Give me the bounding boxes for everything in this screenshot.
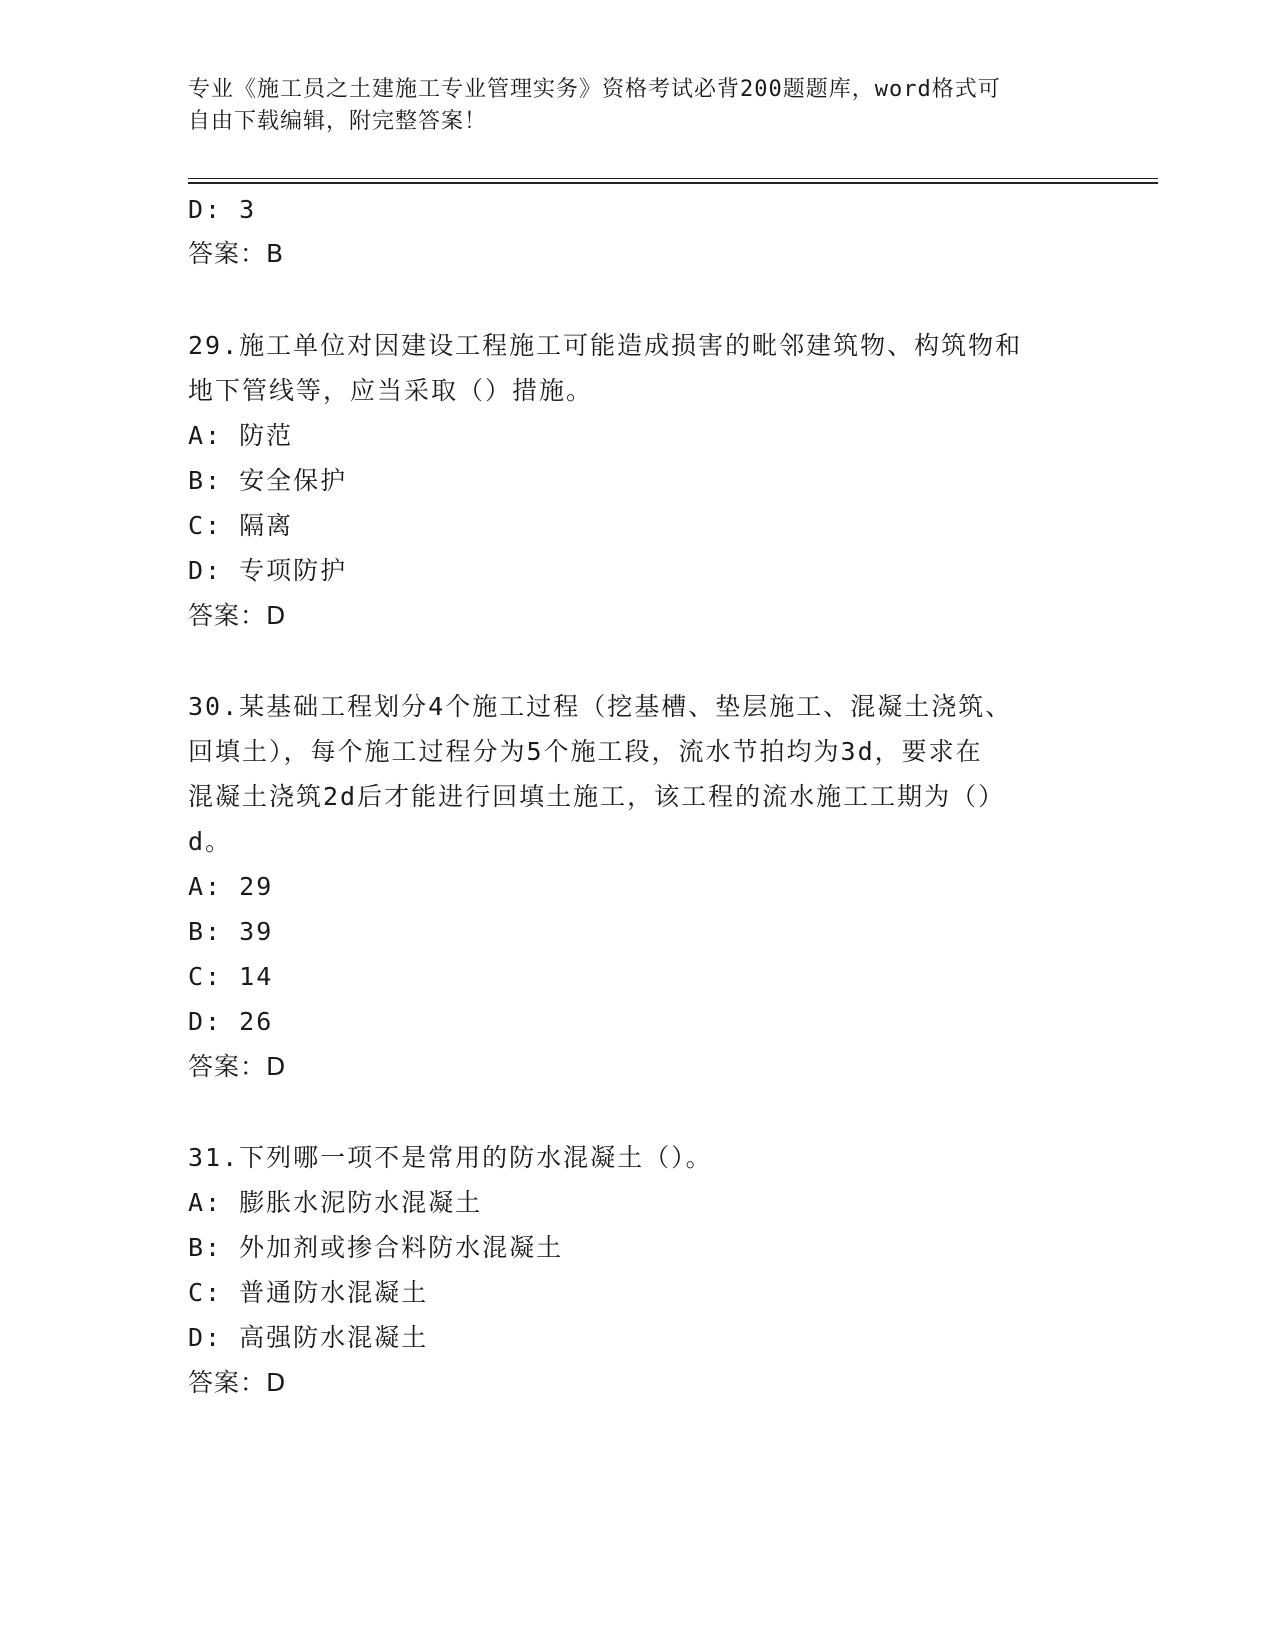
prev-option-d: D: 3 xyxy=(188,195,257,224)
q29-answer: 答案：D xyxy=(188,601,287,630)
q30-stem-line-1: 30.某基础工程划分4个施工过程（挖基槽、垫层施工、混凝土浇筑、 xyxy=(188,692,1013,721)
header-line-2: 自由下载编辑，附完整答案！ xyxy=(188,109,488,134)
q31-answer: 答案：D xyxy=(188,1368,287,1397)
q31-stem-line-1: 31.下列哪一项不是常用的防水混凝土（）。 xyxy=(188,1143,713,1172)
prev-answer: 答案：B xyxy=(188,239,285,268)
q29-option-c: C: 隔离 xyxy=(188,511,294,540)
q30-stem-line-4: d。 xyxy=(188,827,233,856)
q31-option-a: A: 膨胀水泥防水混凝土 xyxy=(188,1188,483,1217)
document-header xyxy=(188,74,1068,138)
q30-answer: 答案：D xyxy=(188,1052,287,1081)
q30-option-c: C: 14 xyxy=(188,962,274,991)
q30-stem-line-2: 回填土），每个施工过程分为5个施工段，流水节拍均为3d，要求在 xyxy=(188,737,983,766)
header-divider-thick xyxy=(188,182,1158,184)
q30-stem-line-3: 混凝土浇筑2d后才能进行回填土施工，该工程的流水施工工期为（） xyxy=(188,782,1006,811)
q30-option-a: A: 29 xyxy=(188,872,274,901)
header-line-1: 专业《施工员之土建施工专业管理实务》资格考试必背200题题库，word格式可 xyxy=(188,77,1001,102)
q29-option-b: B: 安全保护 xyxy=(188,466,348,495)
q31-option-d: D: 高强防水混凝土 xyxy=(188,1323,429,1352)
q31-option-c: C: 普通防水混凝土 xyxy=(188,1278,429,1307)
q29-option-a: A: 防范 xyxy=(188,421,294,450)
q29-stem-line-2: 地下管线等，应当采取（）措施。 xyxy=(188,376,594,405)
q29-stem-line-1: 29.施工单位对因建设工程施工可能造成损害的毗邻建筑物、构筑物和 xyxy=(188,331,1023,360)
q31-option-b: B: 外加剂或掺合料防水混凝土 xyxy=(188,1233,564,1262)
q30-option-b: B: 39 xyxy=(188,917,274,946)
q30-option-d: D: 26 xyxy=(188,1007,274,1036)
q29-option-d: D: 专项防护 xyxy=(188,556,348,585)
header-divider-thin xyxy=(188,178,1158,179)
